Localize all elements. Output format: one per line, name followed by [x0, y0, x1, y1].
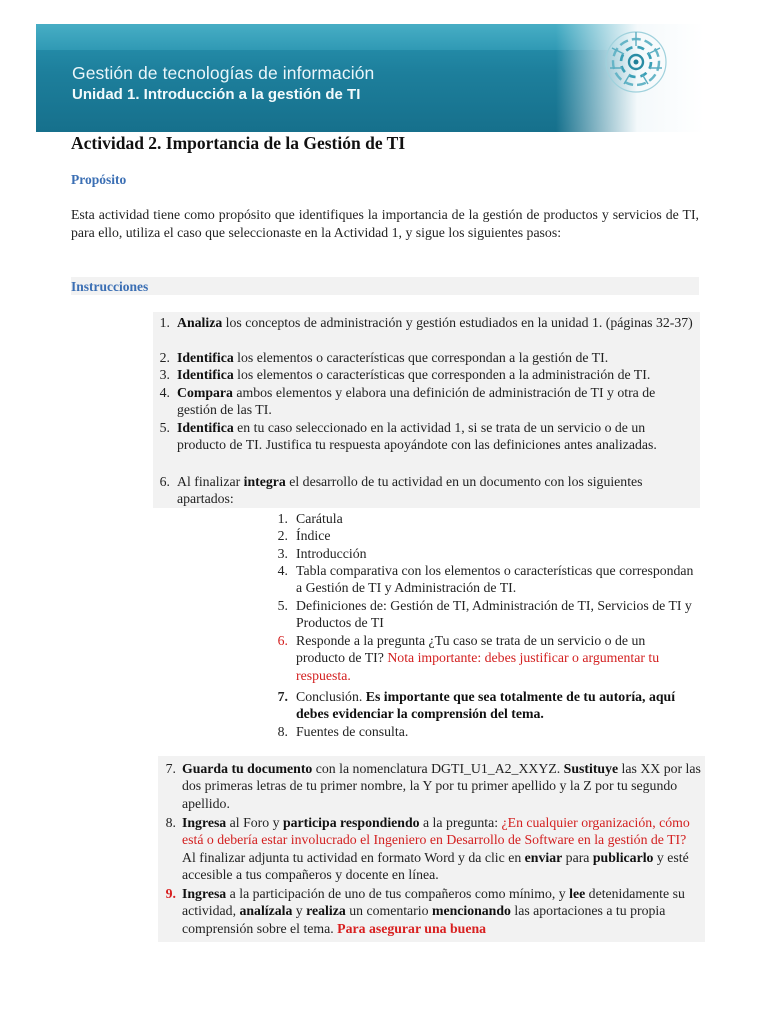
- step-text: el desarrollo de tu actividad en un documento con los siguientes apartados:: [177, 474, 643, 507]
- list-item: [146, 384, 697, 419]
- list-number: 2.: [277, 528, 288, 543]
- list-item: [146, 366, 697, 383]
- list-item: [152, 814, 702, 884]
- step-text: las aportaciones a tu propia comprensión sobre el tema.: [182, 903, 666, 936]
- step-text: a la pregunta:: [419, 815, 502, 830]
- step-verb: Compara: [177, 385, 233, 400]
- list-item: [152, 760, 702, 812]
- step-text: Al finalizar: [177, 474, 244, 489]
- forum-question: ¿En cualquier organización, cómo está o debería estar involucrado el Ingeniero en Desarrollo de Software en la gestión de TI?: [182, 815, 690, 848]
- list-number: 7.: [165, 761, 176, 776]
- list-number: 8.: [165, 815, 176, 830]
- step-text: y esté accesible a tus compañeros y docente en línea.: [182, 849, 689, 883]
- list-number: 4.: [277, 563, 288, 578]
- step-verb: mencionando: [431, 903, 511, 919]
- list-item: [146, 349, 697, 366]
- sublist-item: [264, 510, 696, 527]
- list-number: 8.: [277, 724, 288, 739]
- step-text: detenidamente su actividad,: [182, 886, 685, 919]
- step-text: a la participación de uno de tus compañeros como mínimo, y: [226, 886, 570, 901]
- sublist-item: [264, 597, 696, 632]
- list-item: [152, 885, 702, 937]
- step-verb: Identifica: [177, 367, 234, 382]
- step-text: los elementos o características que corresponden a la administración de TI.: [233, 367, 651, 382]
- step-verb: integra: [243, 474, 286, 489]
- circuit-brain-logo-icon: [602, 28, 670, 96]
- sublist-item: [264, 688, 696, 723]
- step-verb: Analiza: [177, 315, 223, 330]
- step-verb: Ingresa: [182, 815, 227, 830]
- sublist-text: Carátula: [296, 511, 343, 526]
- sublist-item: [264, 723, 696, 740]
- step-text: al Foro y: [226, 815, 283, 830]
- step-verb: realiza: [306, 903, 346, 919]
- sublist-text: Tabla comparativa con los elementos o características que correspondan a Gestión de TI y Administración de TI.: [296, 563, 694, 596]
- sublist-item: [264, 562, 696, 597]
- instrucciones-bar: [71, 277, 699, 295]
- sublist-item: [264, 527, 696, 544]
- list-item: [146, 419, 697, 454]
- step-text: para: [562, 849, 593, 865]
- step-text: los conceptos de administración y gestión estudiados en la unidad 1. (páginas 32-37): [222, 315, 693, 330]
- step-verb: analízala: [239, 903, 293, 919]
- warning-text: Para asegurar una buena: [337, 920, 487, 936]
- step-verb: publicarlo: [592, 849, 654, 865]
- authorship-note: Es importante que sea totalmente de tu autoría, aquí debes evidenciar la comprensión del tema.: [296, 689, 676, 722]
- sublist-item: [264, 632, 696, 684]
- step-text: un comentario: [345, 903, 432, 919]
- sublist-text: Introducción: [296, 546, 367, 561]
- unit-banner: [36, 24, 704, 132]
- list-number: 5.: [277, 598, 288, 613]
- important-note: Nota importante: debes justificar o argumentar tu respuesta.: [296, 650, 660, 683]
- step-verb: Ingresa: [182, 886, 227, 901]
- step-verb: Identifica: [177, 350, 234, 365]
- step-verb: enviar: [524, 849, 563, 865]
- sublist-text: Responde a la pregunta ¿Tu caso se trata de un servicio o de un producto de TI?: [296, 633, 646, 666]
- list-number: 3.: [159, 367, 170, 382]
- activity-title: Actividad 2. Importancia de la Gestión de TI: [71, 133, 406, 153]
- list-number: 3.: [277, 546, 288, 561]
- step-verb: lee: [569, 886, 586, 901]
- step-verb: Identifica: [177, 420, 234, 435]
- step-text: con la nomenclatura DGTI_U1_A2_XXYZ.: [312, 761, 564, 776]
- instrucciones-heading: Instrucciones: [71, 279, 149, 294]
- sublist-text: Definiciones de: Gestión de TI, Administración de TI, Servicios de TI y Productos de TI: [296, 598, 692, 631]
- sublist-text: Índice: [296, 528, 331, 543]
- step-text: Al finalizar adjunta tu actividad en formato Word y da clic en: [182, 849, 525, 865]
- proposito-paragraph: Esta actividad tiene como propósito que identifiques la importancia de la gestión de productos y servicios de TI, para ello, utiliza el caso que seleccionaste en la Actividad 1, y sigue los siguientes pasos:: [71, 207, 699, 240]
- step-verb: Sustituye: [563, 761, 619, 776]
- proposito-heading: Propósito: [71, 172, 127, 187]
- step-text: las XX por las dos primeras letras de tu primer nombre, la Y por tu primer apellido y la Z por tu segundo apellido.: [182, 761, 701, 811]
- list-item: [146, 314, 697, 331]
- list-number: 1.: [159, 315, 170, 330]
- list-item: [146, 473, 697, 508]
- list-number: 1.: [277, 511, 288, 526]
- unit-subtitle: Unidad 1. Introducción a la gestión de TI: [72, 86, 361, 103]
- step-verb: participa respondiendo: [282, 815, 420, 830]
- list-number: 5.: [159, 420, 170, 435]
- list-number: 9.: [165, 886, 176, 901]
- step-text: ambos elementos y elabora una definición de administración de TI y otra de gestión de las TI.: [177, 385, 656, 418]
- sublist-text: Conclusión.: [296, 689, 363, 704]
- sublist-text: Fuentes de consulta.: [296, 724, 409, 739]
- list-number: 4.: [159, 385, 170, 400]
- step-verb: Guarda tu documento: [182, 761, 313, 776]
- step-text: los elementos o características que correspondan a la gestión de TI.: [233, 350, 609, 365]
- list-number: 6.: [277, 633, 288, 648]
- list-number: 7.: [277, 689, 288, 704]
- sublist-item: [264, 545, 696, 562]
- step-text: y: [292, 903, 307, 919]
- list-number: 2.: [159, 350, 170, 365]
- step-text: en tu caso seleccionado en la actividad 1, si se trata de un servicio o de un producto de TI. Justifica tu respuesta apoyándote con las definiciones antes analizadas.: [177, 420, 657, 453]
- course-title: Gestión de tecnologías de información: [72, 63, 375, 83]
- list-number: 6.: [159, 474, 170, 489]
